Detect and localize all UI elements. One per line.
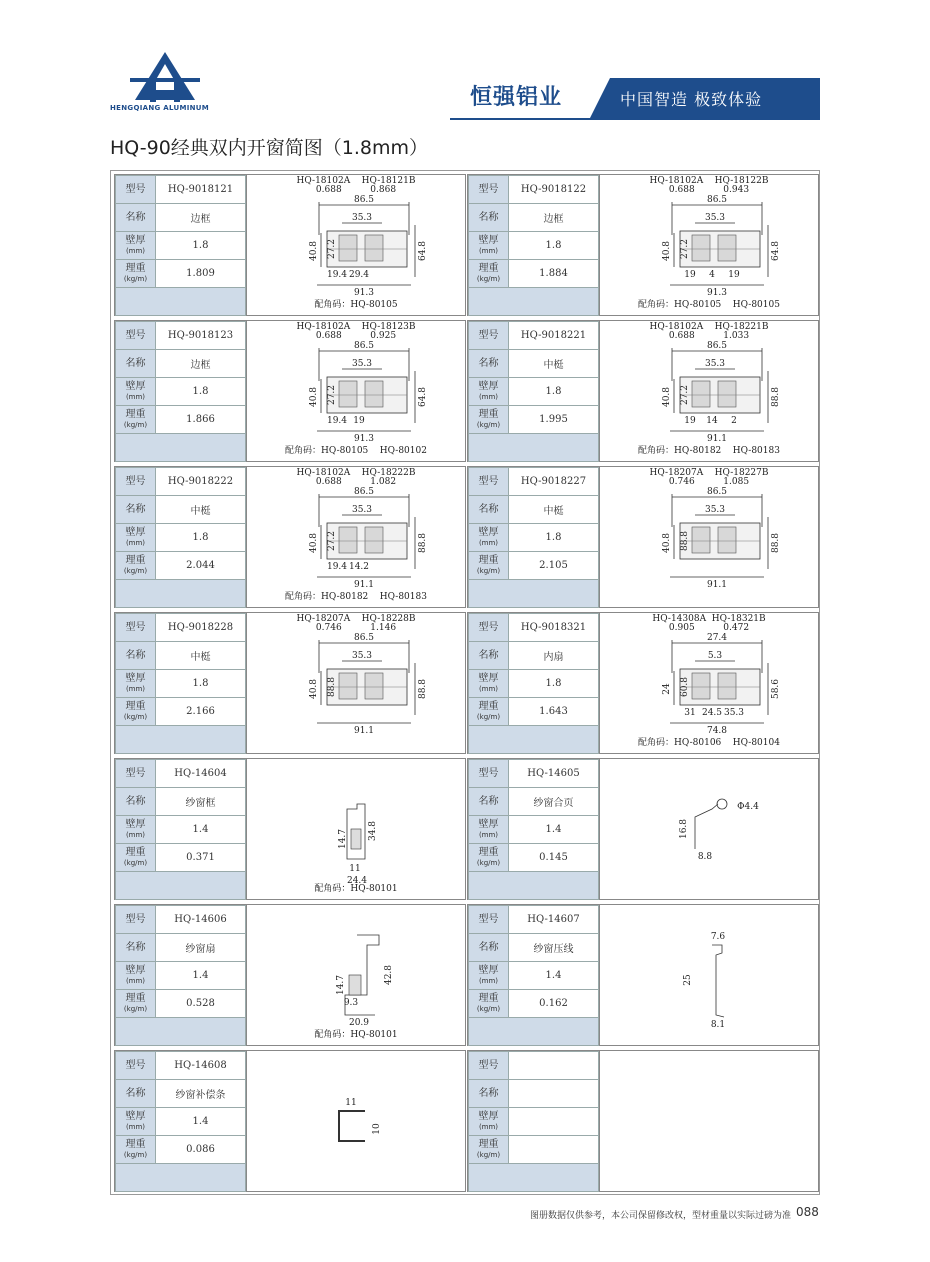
- weight-label: 理重 (kg/m): [116, 552, 156, 580]
- dimension-label: 16.8: [679, 818, 689, 840]
- dimension-label: 14: [706, 416, 718, 426]
- model-value: HQ-14607: [509, 906, 599, 934]
- spec-table: [115, 613, 246, 754]
- name-value: 纱窗补偿条: [156, 1080, 246, 1108]
- thickness-value: 1.8: [509, 378, 599, 406]
- dimension-label: 88.8: [418, 678, 428, 700]
- dimension-label: 88.8: [327, 676, 337, 698]
- footer-note: 图册数据仅供参考，本公司保留修改权，型材重量以实际过磅为准: [530, 1211, 792, 1221]
- blank-row: [469, 434, 599, 462]
- name-value: [509, 1080, 599, 1108]
- profile-drawing: [247, 905, 466, 1045]
- dimension-label: 35.3: [351, 213, 373, 223]
- thickness-label: 壁厚 (mm): [116, 1108, 156, 1136]
- name-label: 名称: [469, 788, 509, 816]
- part-codes-line: HQ-18207A HQ-18227B: [649, 468, 769, 478]
- weight-label: 理重 (kg/m): [469, 844, 509, 872]
- corner-connector-code: 配角码：HQ-80101: [314, 884, 398, 894]
- dimension-label: 5.3: [707, 651, 723, 661]
- spec-table: [115, 759, 246, 900]
- dimension-label: 91.1: [353, 726, 375, 736]
- dimension-label: 86.5: [353, 487, 375, 497]
- name-label: 名称: [469, 934, 509, 962]
- dimension-label: 35.3: [351, 359, 373, 369]
- part-weights-line: 0.905 0.472: [668, 623, 750, 633]
- dimension-label: 64.8: [771, 240, 781, 262]
- dimension-label: 35.3: [704, 213, 726, 223]
- name-value: 中梃: [509, 496, 599, 524]
- dimension-label: 86.5: [353, 341, 375, 351]
- model-value: HQ-9018227: [509, 468, 599, 496]
- thickness-label: 壁厚 (mm): [469, 378, 509, 406]
- dimension-label: 25: [683, 974, 693, 986]
- corner-connector-code: 配角码：HQ-80101: [314, 1030, 398, 1040]
- dimension-label: 19: [353, 416, 365, 426]
- drawing-area: [599, 613, 818, 753]
- drawing-area: [599, 321, 818, 461]
- brand-name: 恒强铝业: [470, 85, 563, 110]
- model-label: 型号: [116, 1052, 156, 1080]
- model-label: 型号: [469, 906, 509, 934]
- spec-table: [115, 905, 246, 1046]
- dimension-label: 19: [684, 270, 696, 280]
- spec-table: [115, 1051, 246, 1192]
- thickness-value: 1.8: [509, 524, 599, 552]
- weight-label: 理重 (kg/m): [116, 844, 156, 872]
- page-title: HQ-90经典双内开窗简图（1.8mm）: [110, 137, 429, 159]
- profile-drawing: [600, 1051, 819, 1191]
- spec-table: [468, 1051, 599, 1192]
- dimension-label: 27.2: [327, 530, 337, 552]
- spec-table: [115, 175, 246, 316]
- thickness-label: 壁厚 (mm): [469, 1108, 509, 1136]
- dimension-label: 88.8: [680, 530, 690, 552]
- spec-table: [468, 321, 599, 462]
- spec-table: [468, 759, 599, 900]
- name-value: 中梃: [509, 350, 599, 378]
- weight-value: 2.105: [509, 552, 599, 580]
- dimension-label: 88.8: [771, 532, 781, 554]
- thickness-value: [509, 1108, 599, 1136]
- name-value: 纱窗扇: [156, 934, 246, 962]
- dimension-label: 91.1: [706, 434, 728, 444]
- part-codes-line: HQ-18102A HQ-18222B: [296, 468, 416, 478]
- weight-value: 2.044: [156, 552, 246, 580]
- model-value: HQ-14608: [156, 1052, 246, 1080]
- part-weights-line: 0.688 1.082: [315, 477, 397, 487]
- drawing-area: [599, 467, 818, 607]
- model-label: 型号: [469, 322, 509, 350]
- weight-label: 理重 (kg/m): [116, 406, 156, 434]
- thickness-value: 1.4: [156, 1108, 246, 1136]
- model-value: HQ-9018321: [509, 614, 599, 642]
- dimension-label: 86.5: [353, 195, 375, 205]
- thickness-label: 壁厚 (mm): [116, 524, 156, 552]
- thickness-label: 壁厚 (mm): [116, 378, 156, 406]
- dimension-label: 86.5: [706, 487, 728, 497]
- drawing-area: [246, 175, 465, 315]
- model-value: [509, 1052, 599, 1080]
- dimension-label: 19.4: [326, 416, 348, 426]
- corner-connector-code: 配角码：HQ-80105 HQ-80102: [285, 446, 427, 456]
- profile-card: [114, 904, 466, 1046]
- drawing-area: [599, 1051, 818, 1191]
- part-codes-line: HQ-18102A HQ-18122B: [649, 176, 769, 186]
- name-label: 名称: [116, 496, 156, 524]
- profile-card: [114, 320, 466, 462]
- model-label: 型号: [116, 176, 156, 204]
- spec-table: [468, 905, 599, 1046]
- part-weights-line: 0.688 1.033: [668, 331, 750, 341]
- part-weights-line: 0.688 0.943: [668, 185, 750, 195]
- model-label: 型号: [469, 614, 509, 642]
- corner-connector-code: 配角码：HQ-80105 HQ-80105: [638, 300, 780, 310]
- name-label: 名称: [116, 788, 156, 816]
- name-value: 纱窗框: [156, 788, 246, 816]
- blank-row: [469, 872, 599, 900]
- blank-row: [116, 872, 246, 900]
- profile-drawing: [247, 1051, 466, 1191]
- name-label: 名称: [469, 204, 509, 232]
- drawing-area: [246, 759, 465, 899]
- dimension-label: 88.8: [418, 532, 428, 554]
- blank-row: [469, 726, 599, 754]
- dimension-label: 74.8: [706, 726, 728, 736]
- name-label: 名称: [116, 642, 156, 670]
- dimension-label: 8.1: [710, 1020, 726, 1030]
- name-label: 名称: [116, 1080, 156, 1108]
- slogan-text: 中国智造 极致体验: [620, 90, 763, 109]
- profile-card: [467, 320, 819, 462]
- dimension-label: 7.6: [710, 932, 726, 942]
- weight-value: 1.995: [509, 406, 599, 434]
- spec-table: [115, 321, 246, 462]
- part-weights-line: 0.688 0.868: [315, 185, 397, 195]
- profile-card: [114, 758, 466, 900]
- name-value: 边框: [509, 204, 599, 232]
- dimension-label: 19.4: [326, 270, 348, 280]
- weight-value: 1.809: [156, 260, 246, 288]
- thickness-label: 壁厚 (mm): [116, 670, 156, 698]
- dimension-label: 34.8: [368, 820, 378, 842]
- drawing-area: [246, 905, 465, 1045]
- dimension-label: 19: [684, 416, 696, 426]
- model-value: HQ-9018222: [156, 468, 246, 496]
- weight-value: 0.086: [156, 1136, 246, 1164]
- dimension-label: 14.7: [338, 828, 348, 850]
- model-label: 型号: [116, 614, 156, 642]
- part-weights-line: 0.688 0.925: [315, 331, 397, 341]
- model-label: 型号: [469, 760, 509, 788]
- model-value: HQ-14604: [156, 760, 246, 788]
- thickness-value: 1.4: [156, 962, 246, 990]
- blank-row: [116, 1018, 246, 1046]
- drawing-area: [246, 467, 465, 607]
- name-label: 名称: [116, 204, 156, 232]
- model-label: 型号: [469, 468, 509, 496]
- dimension-label: 91.1: [706, 580, 728, 590]
- dimension-label: 64.8: [418, 240, 428, 262]
- profile-card: [467, 758, 819, 900]
- part-codes-line: HQ-18207A HQ-18228B: [296, 614, 416, 624]
- dimension-label: 58.6: [771, 678, 781, 700]
- profile-drawing: [247, 613, 466, 753]
- corner-connector-code: 配角码：HQ-80106 HQ-80104: [638, 738, 780, 748]
- name-value: 中梃: [156, 642, 246, 670]
- dimension-label: 31: [684, 708, 696, 718]
- corner-connector-code: 配角码：HQ-80182 HQ-80183: [285, 592, 427, 602]
- model-label: 型号: [469, 1052, 509, 1080]
- thickness-label: 壁厚 (mm): [116, 816, 156, 844]
- name-label: 名称: [469, 1080, 509, 1108]
- drawing-area: [599, 175, 818, 315]
- part-codes-line: HQ-18102A HQ-18121B: [296, 176, 416, 186]
- name-value: 中梃: [156, 496, 246, 524]
- weight-label: 理重 (kg/m): [469, 552, 509, 580]
- weight-value: 1.643: [509, 698, 599, 726]
- dimension-label: 40.8: [309, 386, 319, 408]
- spec-table: [468, 467, 599, 608]
- dimension-label: Φ4.4: [737, 802, 759, 812]
- thickness-value: 1.8: [156, 524, 246, 552]
- profile-drawing: [247, 467, 466, 607]
- dimension-label: 9.3: [343, 998, 359, 1008]
- page-number: 088: [796, 1205, 819, 1219]
- drawing-area: [246, 1051, 465, 1191]
- weight-label: 理重 (kg/m): [116, 990, 156, 1018]
- thickness-label: 壁厚 (mm): [469, 232, 509, 260]
- dimension-label: 27.4: [706, 633, 728, 643]
- profile-card: [114, 612, 466, 754]
- dimension-label: 19.4: [326, 562, 348, 572]
- profile-drawing: [600, 467, 819, 607]
- part-weights-line: 0.746 1.146: [315, 623, 397, 633]
- blank-row: [469, 580, 599, 608]
- weight-value: 0.371: [156, 844, 246, 872]
- thickness-value: 1.8: [156, 232, 246, 260]
- profile-drawing: [247, 321, 466, 461]
- blank-row: [116, 288, 246, 316]
- weight-value: 0.528: [156, 990, 246, 1018]
- dimension-label: 4: [709, 270, 715, 280]
- name-label: 名称: [469, 350, 509, 378]
- thickness-label: 壁厚 (mm): [469, 524, 509, 552]
- thickness-value: 1.4: [156, 816, 246, 844]
- blank-row: [116, 1164, 246, 1192]
- blank-row: [469, 1164, 599, 1192]
- blank-row: [116, 434, 246, 462]
- weight-value: 1.866: [156, 406, 246, 434]
- part-codes-line: HQ-14308A HQ-18321B: [652, 614, 766, 624]
- profile-drawing: [600, 321, 819, 461]
- dimension-label: 27.2: [680, 238, 690, 260]
- header-rule: [450, 118, 820, 120]
- profile-drawing: [247, 175, 466, 315]
- part-codes-line: HQ-18102A HQ-18221B: [649, 322, 769, 332]
- profile-drawing: [247, 759, 466, 899]
- profile-drawing: [600, 613, 819, 753]
- dimension-label: 14.7: [336, 974, 346, 996]
- name-value: 纱窗合页: [509, 788, 599, 816]
- profile-card: [114, 466, 466, 608]
- model-value: HQ-9018121: [156, 176, 246, 204]
- dimension-label: 64.8: [418, 386, 428, 408]
- thickness-value: 1.4: [509, 962, 599, 990]
- spec-table: [468, 175, 599, 316]
- weight-value: 0.145: [509, 844, 599, 872]
- thickness-value: 1.8: [156, 378, 246, 406]
- model-value: HQ-9018228: [156, 614, 246, 642]
- name-label: 名称: [116, 350, 156, 378]
- drawing-area: [246, 613, 465, 753]
- name-value: 边框: [156, 350, 246, 378]
- profile-drawing: [600, 759, 819, 899]
- dimension-label: 60.8: [680, 676, 690, 698]
- profile-card: [467, 174, 819, 316]
- profile-grid: [110, 170, 820, 1195]
- blank-row: [116, 580, 246, 608]
- thickness-value: 1.8: [509, 232, 599, 260]
- dimension-label: 10: [372, 1123, 382, 1135]
- corner-connector-code: 配角码：HQ-80105: [314, 300, 398, 310]
- drawing-area: [246, 321, 465, 461]
- profile-card: [467, 904, 819, 1046]
- dimension-label: 14.2: [348, 562, 370, 572]
- thickness-label: 壁厚 (mm): [469, 670, 509, 698]
- dimension-label: 27.2: [327, 384, 337, 406]
- name-label: 名称: [469, 496, 509, 524]
- name-label: 名称: [116, 934, 156, 962]
- dimension-label: 40.8: [309, 678, 319, 700]
- weight-label: 理重 (kg/m): [469, 698, 509, 726]
- name-value: 纱窗压线: [509, 934, 599, 962]
- drawing-area: [599, 905, 818, 1045]
- thickness-label: 壁厚 (mm): [116, 962, 156, 990]
- profile-card: [467, 612, 819, 754]
- name-label: 名称: [469, 642, 509, 670]
- model-label: 型号: [116, 468, 156, 496]
- dimension-label: 91.3: [353, 434, 375, 444]
- model-value: HQ-14606: [156, 906, 246, 934]
- weight-label: 理重 (kg/m): [116, 1136, 156, 1164]
- thickness-value: 1.8: [509, 670, 599, 698]
- profile-card: [467, 466, 819, 608]
- weight-label: 理重 (kg/m): [469, 990, 509, 1018]
- dimension-label: 2: [731, 416, 737, 426]
- profile-card: [114, 174, 466, 316]
- dimension-label: 24.4: [346, 876, 368, 886]
- dimension-label: 91.3: [353, 288, 375, 298]
- weight-label: 理重 (kg/m): [116, 260, 156, 288]
- spec-table: [468, 613, 599, 754]
- dimension-label: 91.1: [353, 580, 375, 590]
- weight-label: 理重 (kg/m): [469, 260, 509, 288]
- weight-value: 1.884: [509, 260, 599, 288]
- dimension-label: 42.8: [384, 964, 394, 986]
- dimension-label: 29.4: [348, 270, 370, 280]
- dimension-label: 8.8: [697, 852, 713, 862]
- logo-text: HENGQIANG ALUMINUM: [110, 104, 210, 112]
- dimension-label: 40.8: [662, 386, 672, 408]
- dimension-label: 11: [349, 864, 361, 874]
- corner-connector-code: 配角码：HQ-80182 HQ-80183: [638, 446, 780, 456]
- dimension-label: 86.5: [706, 341, 728, 351]
- model-value: HQ-9018123: [156, 322, 246, 350]
- dimension-label: 35.3: [351, 505, 373, 515]
- model-value: HQ-14605: [509, 760, 599, 788]
- dimension-label: 86.5: [706, 195, 728, 205]
- part-codes-line: HQ-18102A HQ-18123B: [296, 322, 416, 332]
- dimension-label: 19: [728, 270, 740, 280]
- profile-drawing: [600, 175, 819, 315]
- name-value: 内扇: [509, 642, 599, 670]
- model-label: 型号: [116, 760, 156, 788]
- name-value: 边框: [156, 204, 246, 232]
- dimension-label: 24.5: [701, 708, 723, 718]
- thickness-value: 1.8: [156, 670, 246, 698]
- profile-card: [114, 1050, 466, 1192]
- blank-row: [469, 288, 599, 316]
- weight-value: 2.166: [156, 698, 246, 726]
- model-label: 型号: [469, 176, 509, 204]
- dimension-label: 86.5: [353, 633, 375, 643]
- dimension-label: 27.2: [327, 238, 337, 260]
- dimension-label: 40.8: [662, 240, 672, 262]
- dimension-label: 40.8: [309, 240, 319, 262]
- weight-value: 0.162: [509, 990, 599, 1018]
- dimension-label: 24: [662, 683, 672, 695]
- dimension-label: 91.3: [706, 288, 728, 298]
- dimension-label: 35.3: [704, 505, 726, 515]
- dimension-label: 11: [345, 1098, 357, 1108]
- dimension-label: 27.2: [680, 384, 690, 406]
- spec-table: [115, 467, 246, 608]
- dimension-label: 35.3: [351, 651, 373, 661]
- model-label: 型号: [116, 322, 156, 350]
- thickness-label: 壁厚 (mm): [116, 232, 156, 260]
- dimension-label: 88.8: [771, 386, 781, 408]
- model-label: 型号: [116, 906, 156, 934]
- dimension-label: 35.3: [704, 359, 726, 369]
- thickness-value: 1.4: [509, 816, 599, 844]
- weight-label: 理重 (kg/m): [469, 406, 509, 434]
- blank-row: [469, 1018, 599, 1046]
- dimension-label: 40.8: [309, 532, 319, 554]
- blank-row: [116, 726, 246, 754]
- dimension-label: 40.8: [662, 532, 672, 554]
- weight-label: 理重 (kg/m): [116, 698, 156, 726]
- weight-value: [509, 1136, 599, 1164]
- dimension-label: 35.3: [723, 708, 745, 718]
- part-weights-line: 0.746 1.085: [668, 477, 750, 487]
- model-value: HQ-9018122: [509, 176, 599, 204]
- profile-card: [467, 1050, 819, 1192]
- drawing-area: [599, 759, 818, 899]
- dimension-label: 20.9: [348, 1018, 370, 1028]
- thickness-label: 壁厚 (mm): [469, 816, 509, 844]
- thickness-label: 壁厚 (mm): [469, 962, 509, 990]
- weight-label: 理重 (kg/m): [469, 1136, 509, 1164]
- model-value: HQ-9018221: [509, 322, 599, 350]
- profile-drawing: [600, 905, 819, 1045]
